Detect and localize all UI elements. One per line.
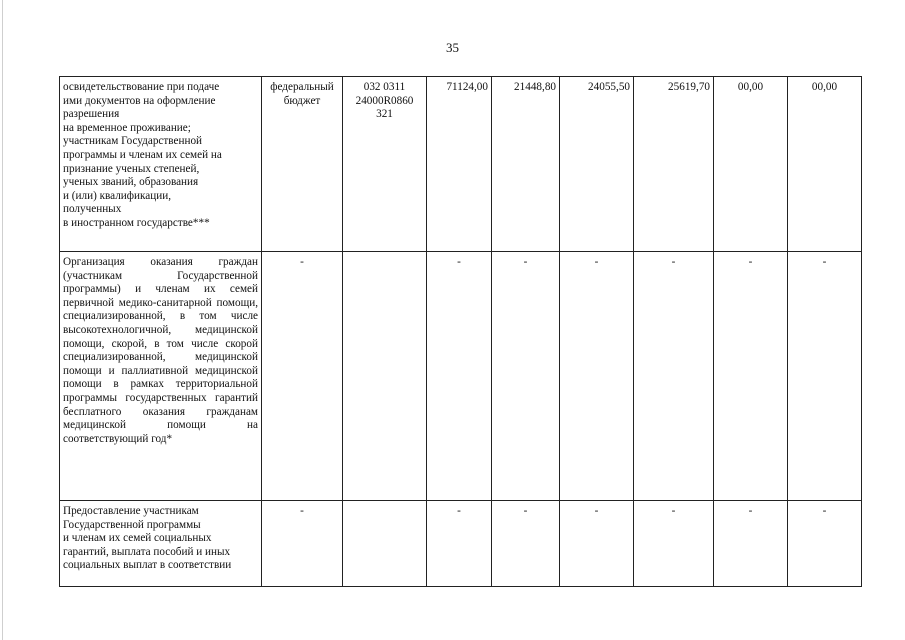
funding-source-cell: -	[262, 252, 343, 501]
budget-table	[59, 76, 862, 587]
year-2-cell: -	[560, 252, 634, 501]
year-4-cell: -	[714, 252, 788, 501]
year-1-cell: -	[492, 252, 560, 501]
budget-code-cell	[343, 501, 427, 587]
funding-source-cell: федеральный бюджет	[262, 77, 343, 252]
funding-source-cell: -	[262, 501, 343, 587]
year-4-cell: 00,00	[714, 77, 788, 252]
total-cell: -	[427, 501, 492, 587]
total-cell: 71124,00	[427, 77, 492, 252]
year-2-cell: -	[560, 501, 634, 587]
table-row	[60, 252, 862, 501]
year-3-cell: -	[634, 252, 714, 501]
row-description: Предоставление участникам Государственной программы и членам их семей социальных гарантий, выплата пособий и иных социальных выплат в соответствии	[60, 501, 262, 587]
page-number: 35	[446, 40, 459, 55]
total-cell: -	[427, 252, 492, 501]
year-5-cell: 00,00	[788, 77, 862, 252]
year-3-cell: -	[634, 501, 714, 587]
table-row	[60, 77, 862, 252]
budget-code-cell: 032 0311 24000R0860 321	[343, 77, 427, 252]
year-3-cell: 25619,70	[634, 77, 714, 252]
year-2-cell: 24055,50	[560, 77, 634, 252]
row-description: Организация оказания граждан (участникам Государственной программы) и членам их семей первичной медико-санитарной помощи, специализированной, в том числе высокотехнологичной, медицинской помощи, скорой, в том числе скорой специализированной, медицинской помощи и паллиативной медицинской помощи в рамках территориальной программы государственных гарантий бесплатного оказания гражданам медицинской помощи на соответствующий год*	[60, 252, 262, 501]
row-description: освидетельствование при подаче ими документов на оформление разрешения на временное проживание; участникам Государственной программы и членам их семей на признание ученых степеней, ученых званий, образования и (или) квалификации, полученных в иностранном государстве***	[60, 77, 262, 252]
budget-code-cell	[343, 252, 427, 501]
table-row	[60, 501, 862, 587]
scan-edge-line	[2, 0, 3, 640]
year-5-cell: -	[788, 501, 862, 587]
year-1-cell: -	[492, 501, 560, 587]
year-1-cell: 21448,80	[492, 77, 560, 252]
year-5-cell: -	[788, 252, 862, 501]
year-4-cell: -	[714, 501, 788, 587]
